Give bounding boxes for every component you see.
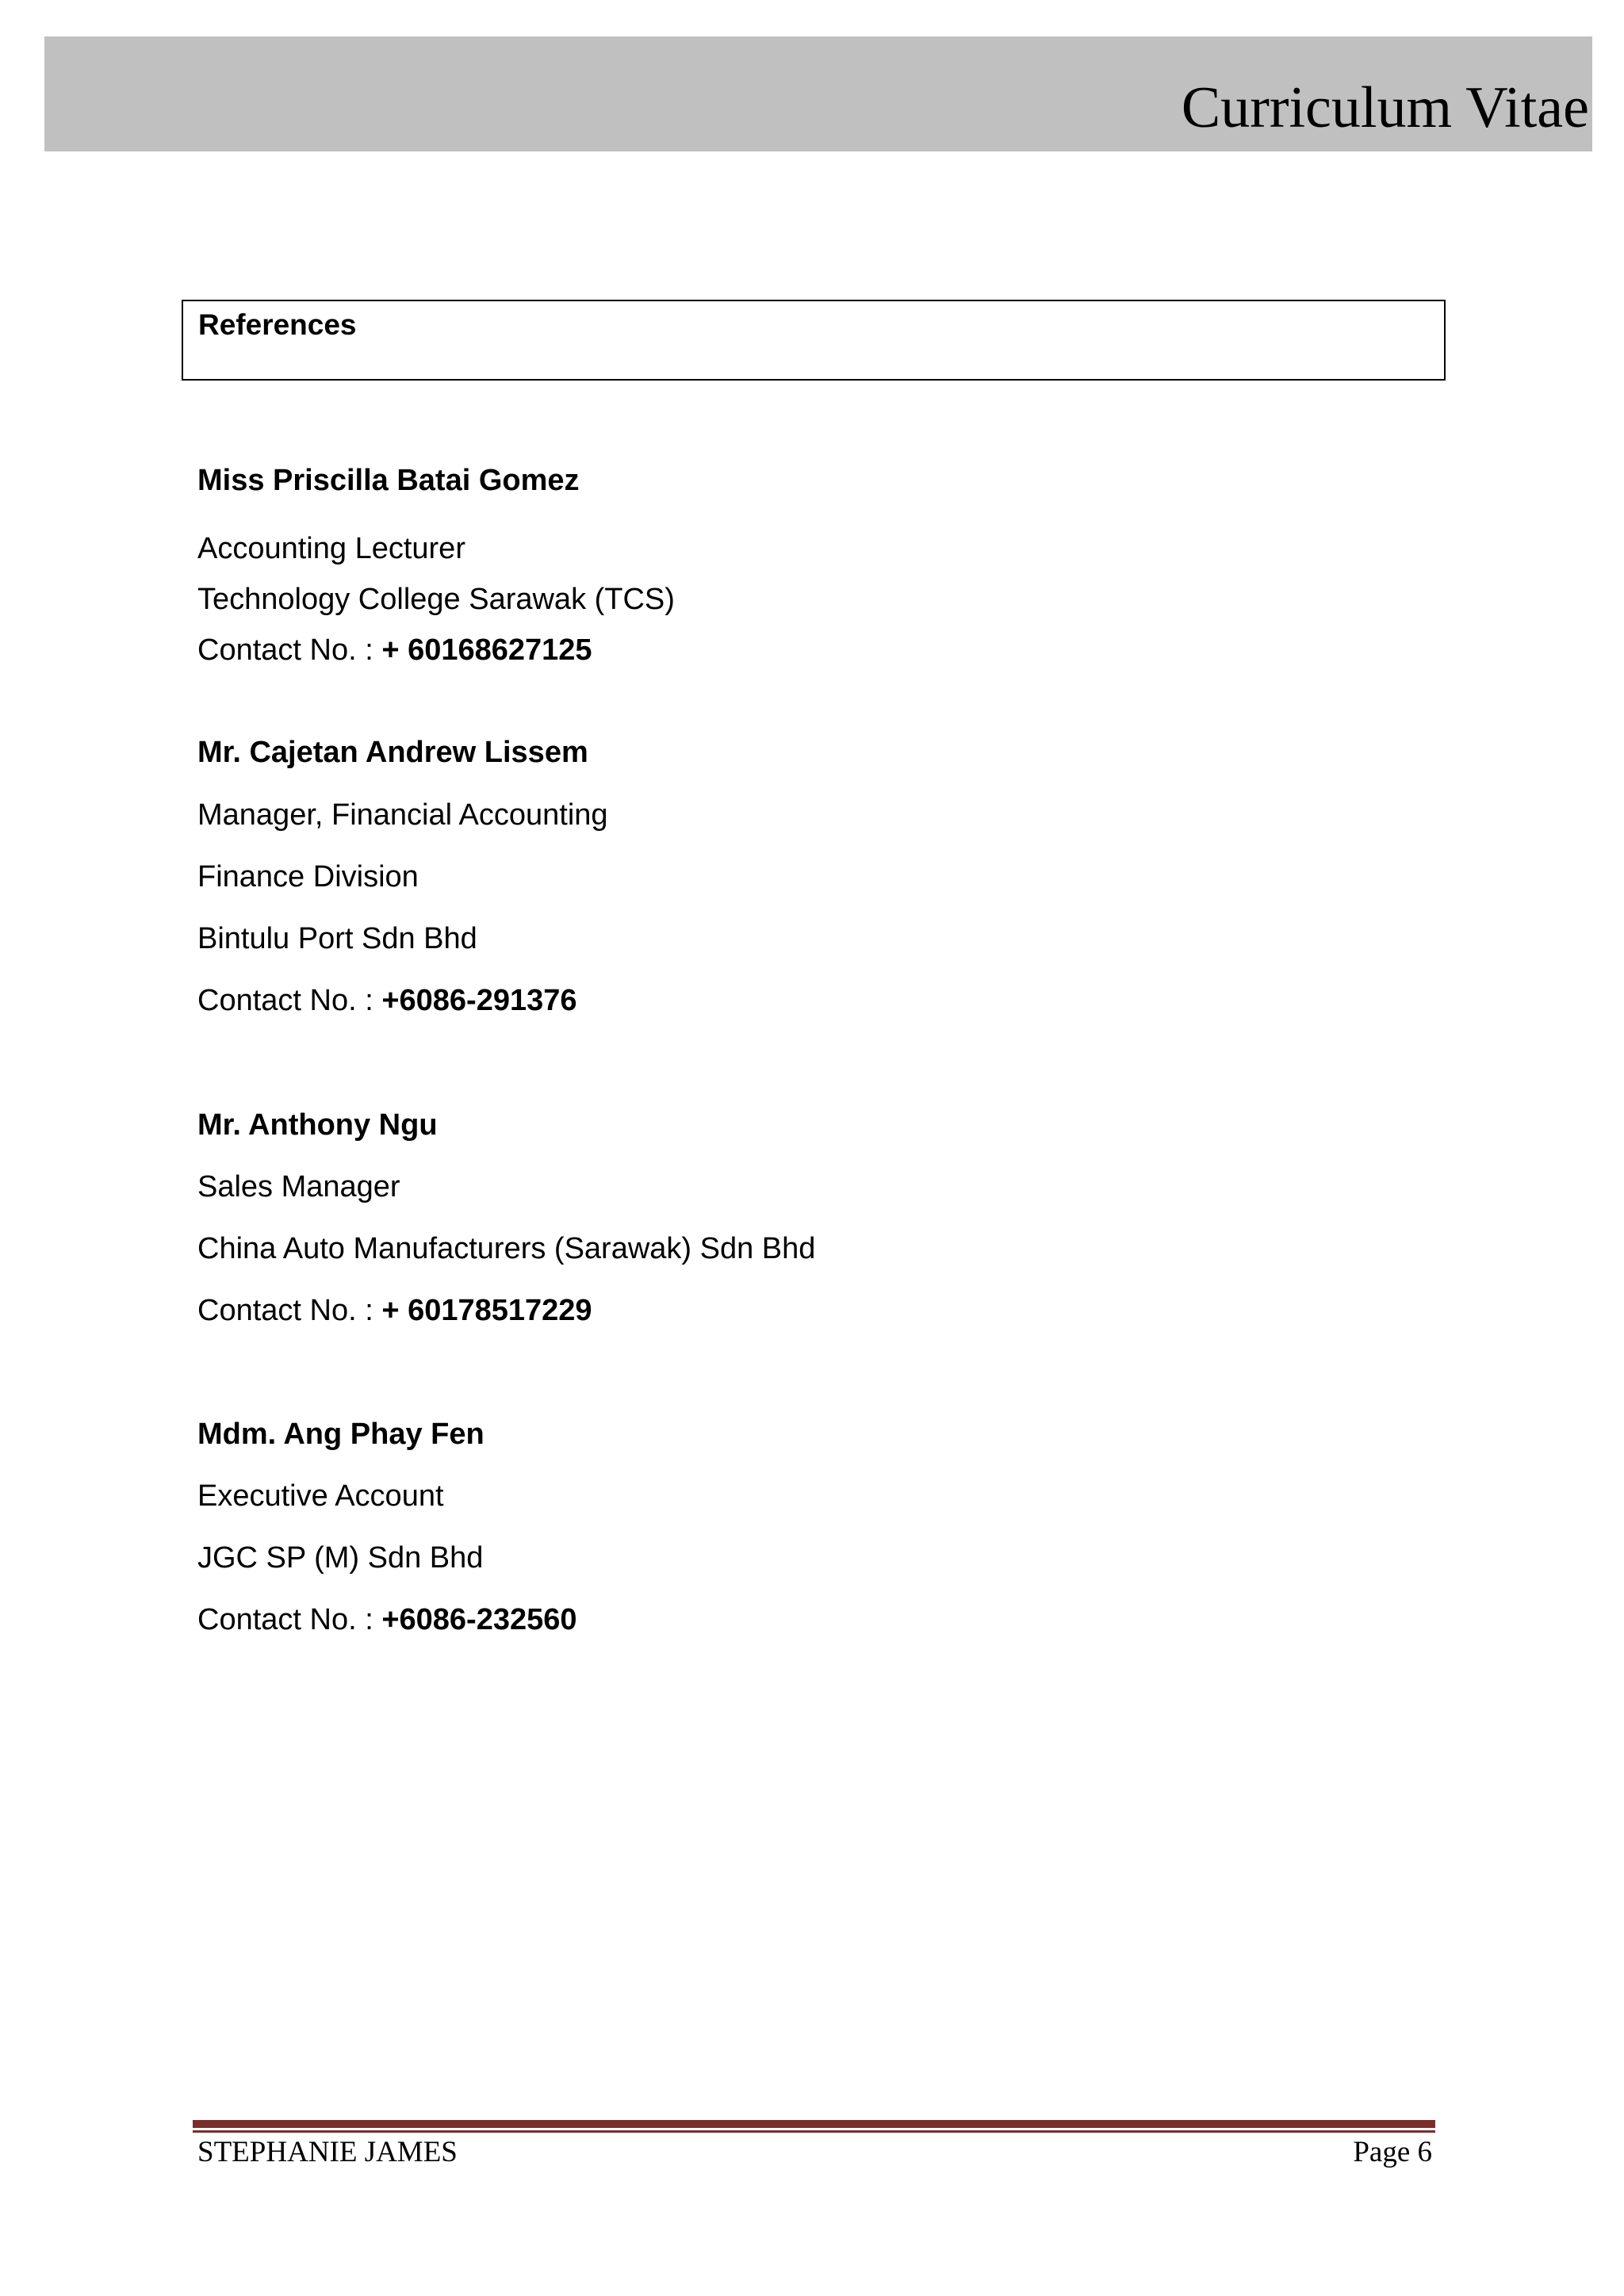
reference-position: Manager, Financial Accounting <box>197 798 608 832</box>
contact-number: +6086-291376 <box>381 984 577 1017</box>
document-title: Curriculum Vitae <box>1181 75 1589 140</box>
reference-position: Accounting Lecturer <box>197 532 465 565</box>
footer-author: STEPHANIE JAMES <box>197 2136 458 2168</box>
reference-position: Executive Account <box>197 1479 444 1513</box>
section-title: References <box>198 308 357 341</box>
contact-number: + 60168627125 <box>381 633 592 667</box>
reference-contact <box>197 1293 592 1330</box>
contact-label: Contact No. : <box>197 984 382 1017</box>
reference-name: Mr. Cajetan Andrew Lissem <box>197 736 588 769</box>
reference-contact <box>197 633 592 669</box>
footer-rule <box>193 2120 1435 2128</box>
reference-name: Mr. Anthony Ngu <box>197 1108 438 1142</box>
reference-organization: China Auto Manufacturers (Sarawak) Sdn Bhd <box>197 1232 816 1265</box>
reference-department: Finance Division <box>197 860 419 894</box>
contact-number: + 60178517229 <box>381 1294 592 1327</box>
contact-label: Contact No. : <box>197 1603 382 1636</box>
contact-label: Contact No. : <box>197 633 382 667</box>
reference-organization: Bintulu Port Sdn Bhd <box>197 922 477 955</box>
reference-position: Sales Manager <box>197 1170 400 1203</box>
page-number: Page 6 <box>1353 2136 1432 2168</box>
reference-contact <box>197 983 577 1020</box>
footer-rule-thin <box>193 2130 1435 2133</box>
reference-organization: Technology College Sarawak (TCS) <box>197 583 675 616</box>
reference-organization: JGC SP (M) Sdn Bhd <box>197 1541 484 1575</box>
reference-contact <box>197 1602 577 1639</box>
header-band <box>44 36 1592 151</box>
contact-label: Contact No. : <box>197 1294 382 1327</box>
reference-name: Miss Priscilla Batai Gomez <box>197 464 580 497</box>
reference-name: Mdm. Ang Phay Fen <box>197 1418 485 1451</box>
section-heading-box <box>182 300 1446 381</box>
contact-number: +6086-232560 <box>381 1603 577 1636</box>
